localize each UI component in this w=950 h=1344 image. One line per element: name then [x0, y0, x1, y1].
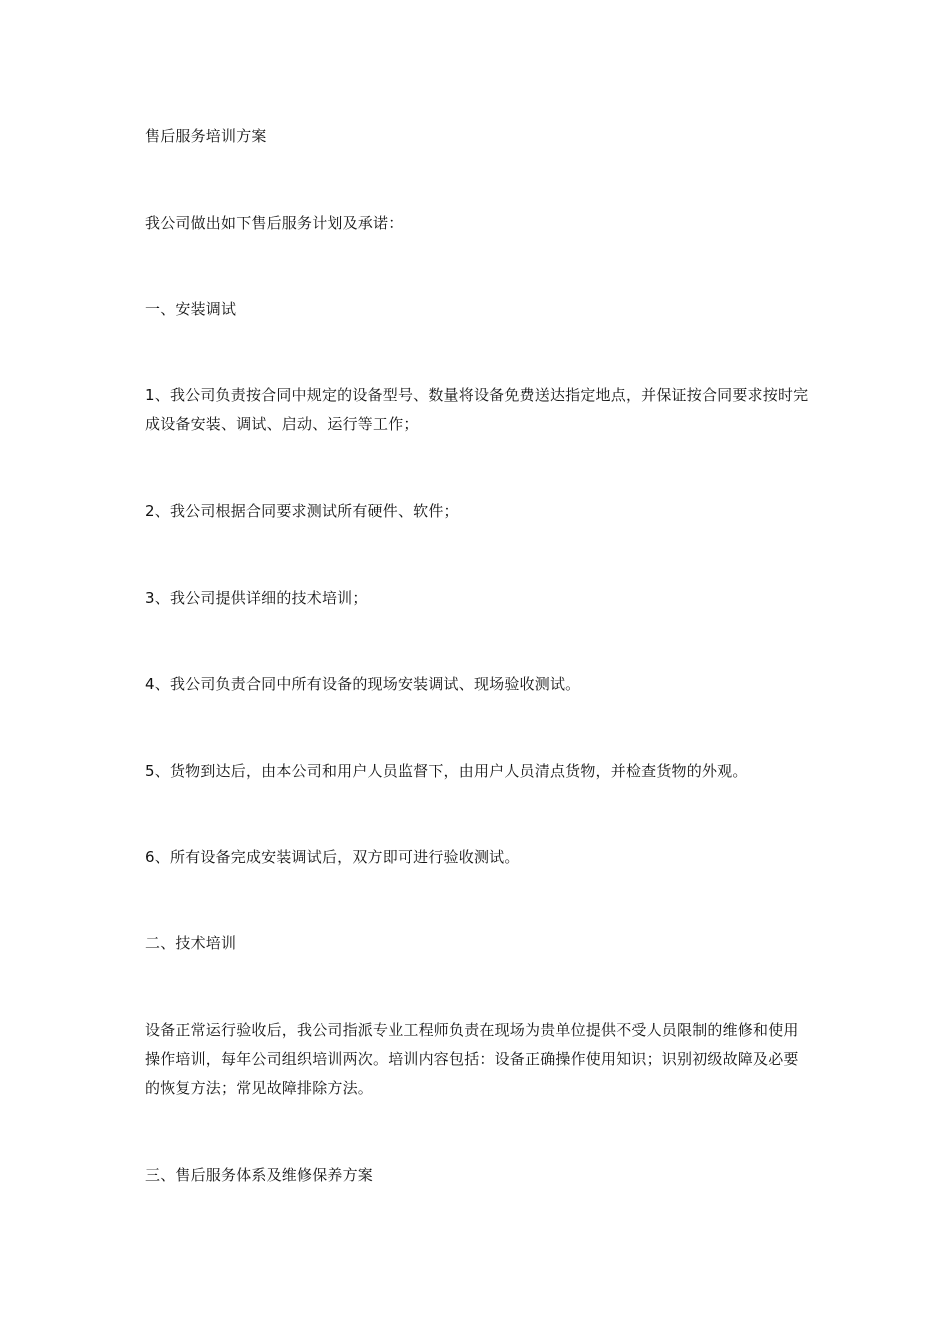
list-item: 4、我公司负责合同中所有设备的现场安装调试、现场验收测试。 — [145, 675, 581, 693]
intro-paragraph: 我公司做出如下售后服务计划及承诺： — [145, 214, 404, 232]
list-item: 3、我公司提供详细的技术培训； — [145, 589, 368, 607]
section-heading-after-sales: 三、售后服务体系及维修保养方案 — [145, 1166, 374, 1184]
training-paragraph: 设备正常运行验收后，我公司指派专业工程师负责在现场为贵单位提供不受人员限制的维修和使用操作培训，每年公司组织培训两次。培训内容包括：设备正确操作使用知识；识别初级故障及必要的恢复方法；常见故障排除方法。 — [145, 1021, 799, 1097]
section-heading-installation: 一、安装调试 — [145, 300, 237, 318]
list-item: 5、货物到达后，由本公司和用户人员监督下，由用户人员清点货物，并检查货物的外观。 — [145, 762, 748, 780]
section-heading-training: 二、技术培训 — [145, 934, 237, 952]
list-item: 2、我公司根据合同要求测试所有硬件、软件； — [145, 502, 459, 520]
list-item: 6、所有设备完成安装调试后，双方即可进行验收测试。 — [145, 848, 520, 866]
document-title: 售后服务培训方案 — [145, 127, 267, 145]
list-item: 1、我公司负责按合同中规定的设备型号、数量将设备免费送达指定地点，并保证按合同要求按时完成设备安装、调试、启动、运行等工作； — [145, 386, 809, 433]
